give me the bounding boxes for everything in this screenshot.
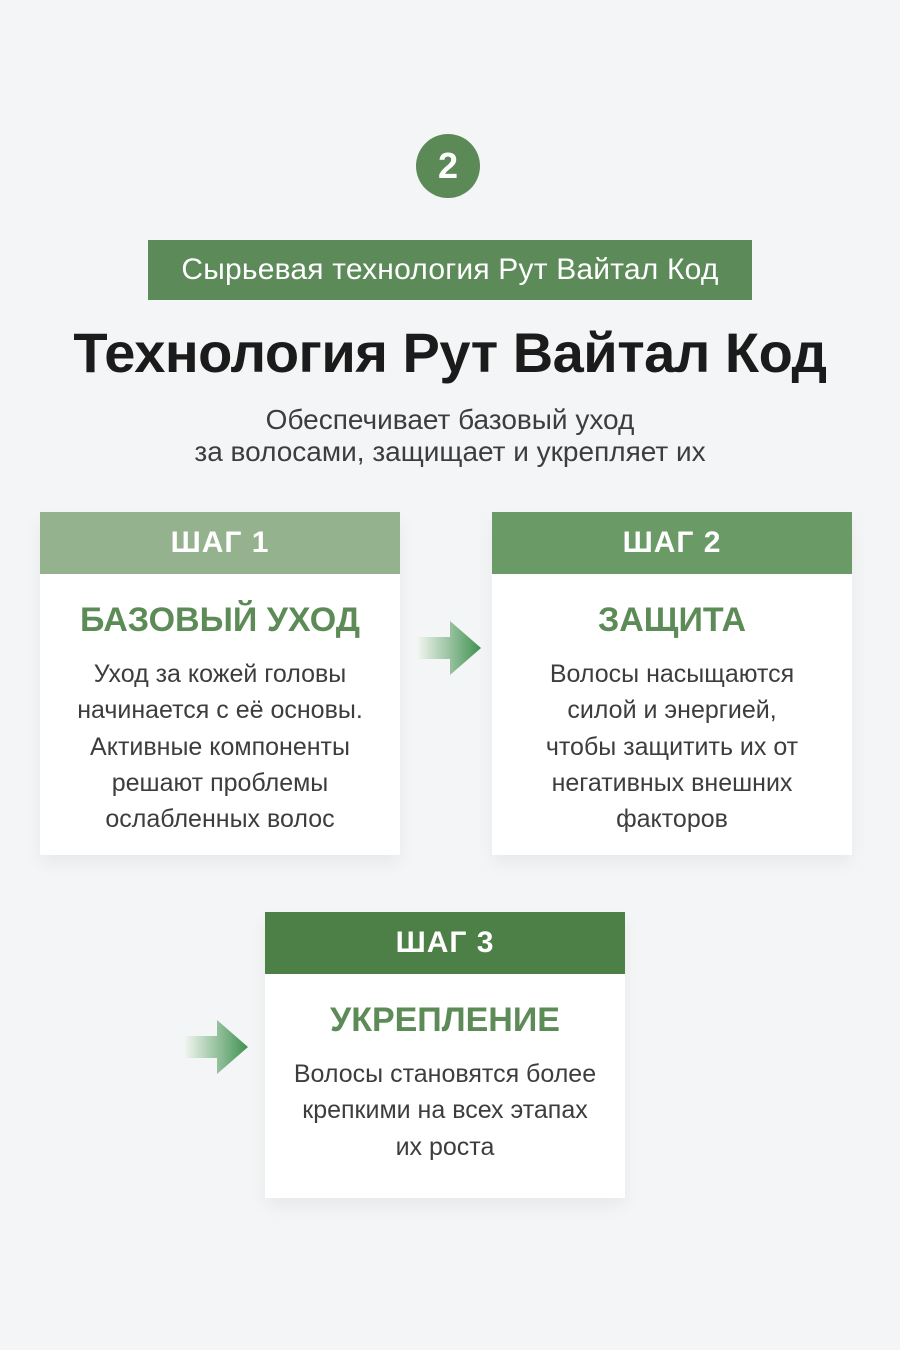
step-2-heading: ЗАЩИТА [597,601,747,639]
step-2-description: Волосы насыщаются силой и энергией, чтобы защитить их от негативных внешних факторов [545,660,799,833]
technology-banner [148,240,752,300]
step-1-heading: БАЗОВЫЙ УХОД [80,601,360,639]
step-2-header [492,512,852,574]
step-card-2 [492,512,852,855]
subtitle-line-1: Обеспечивает базовый уход [265,404,635,435]
banner-label: Сырьевая технология Рут Вайтал Код [181,253,719,286]
step-1-label: ШАГ 1 [170,526,270,559]
step-card-3 [265,912,625,1198]
page-subtitle [0,404,900,468]
step-3-label: ШАГ 3 [395,926,495,959]
arrow-right-icon [185,1018,249,1076]
step-number-badge [416,134,480,198]
step-1-description: Уход за кожей головы начинается с её основы. Активные компоненты решают проблемы ослабленных волос [77,660,363,833]
step-3-header [265,912,625,974]
step-card-1 [40,512,400,855]
step-1-header [40,512,400,574]
step-3-heading: УКРЕПЛЕНИЕ [330,1001,560,1039]
subtitle-line-2: за волосами, защищает и укрепляет их [194,436,706,467]
arrow-right-icon [418,619,482,677]
step-2-label: ШАГ 2 [622,526,722,559]
step-3-description: Волосы становятся более крепкими на всех этапах их роста [293,1060,597,1161]
step-number: 2 [437,145,459,186]
page-title: Технология Рут Вайтал Код [73,321,827,384]
